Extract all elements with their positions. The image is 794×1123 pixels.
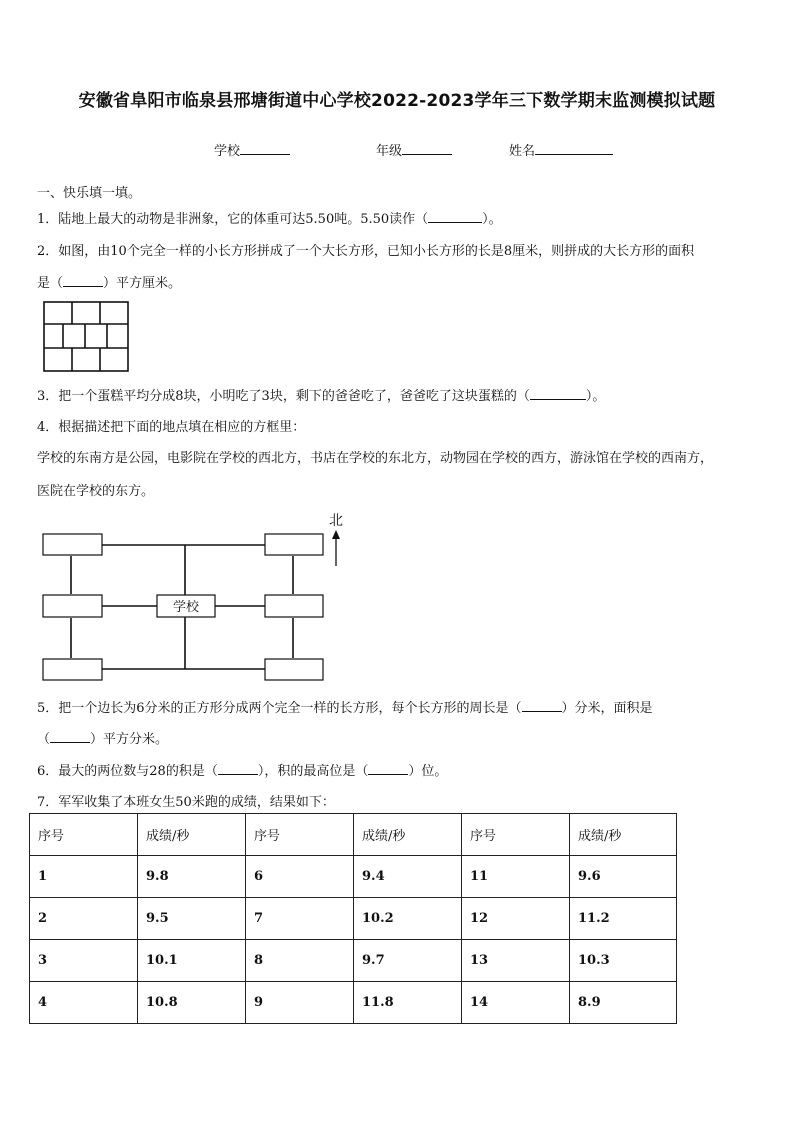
- table-cell: 9: [246, 982, 354, 1024]
- school-blank[interactable]: [240, 142, 290, 155]
- q1-text: 1．陆地上最大的动物是非洲象，它的体重可达5.50吨。5.50读作（: [37, 212, 429, 227]
- table-cell: 9.7: [354, 940, 462, 982]
- school-field[interactable]: [214, 140, 290, 159]
- page-title: 安徽省阜阳市临泉县邢塘街道中心学校2022-2023学年三下数学期末监测模拟试题: [78, 91, 716, 111]
- table-cell: 13: [462, 940, 570, 982]
- table-row: [30, 856, 677, 898]
- q5-text: 5．把一个边长为6分米的正方形分成两个完全一样的长方形，每个长方形的周长是（: [37, 701, 522, 716]
- brick-figure: [43, 301, 129, 372]
- table-cell: 12: [462, 898, 570, 940]
- table-header-cell: 序号: [462, 814, 570, 856]
- grade-blank[interactable]: [402, 142, 452, 155]
- name-field[interactable]: [509, 140, 613, 159]
- question-4-heading: 4．根据描述把下面的地点填在相应的方框里：: [37, 420, 306, 435]
- q6-text-c: ）位。: [408, 764, 448, 779]
- table-cell: 11.2: [570, 898, 677, 940]
- table-cell: 9.6: [570, 856, 677, 898]
- question-6: [37, 760, 447, 779]
- q5-perimeter-blank[interactable]: [522, 699, 562, 712]
- map-box-west[interactable]: [43, 595, 102, 617]
- table-cell: 1: [30, 856, 138, 898]
- table-header-cell: 序号: [30, 814, 138, 856]
- q5-text-mid: ）分米，面积是: [561, 701, 653, 716]
- q2-text-end: ）平方厘米。: [103, 276, 182, 291]
- table-cell: 10.1: [138, 940, 246, 982]
- table-cell: 6: [246, 856, 354, 898]
- name-blank[interactable]: [535, 142, 613, 155]
- question-5-line2: [37, 728, 168, 747]
- q6-text-b: ），积的最高位是（: [257, 764, 369, 779]
- q5-text-line2: （: [37, 732, 51, 747]
- grade-label: 年级: [376, 144, 403, 159]
- q3-text-end: ）。: [585, 389, 606, 404]
- q5-area-blank[interactable]: [50, 730, 90, 743]
- table-cell: 9.5: [138, 898, 246, 940]
- name-label: 姓名: [509, 144, 536, 159]
- q1-text-end: ）。: [482, 212, 502, 227]
- table-row: [30, 940, 677, 982]
- table-cell: 11.8: [354, 982, 462, 1024]
- table-cell: 10.2: [354, 898, 462, 940]
- question-3: [37, 385, 605, 404]
- q6-text-a: 6．最大的两位数与28的积是（: [37, 764, 218, 779]
- table-cell: 9.4: [354, 856, 462, 898]
- north-arrow-icon: [332, 530, 340, 566]
- table-row: [30, 898, 677, 940]
- table-header-cell: 序号: [246, 814, 354, 856]
- question-2-line2: [37, 272, 181, 291]
- map-north-label: 北: [329, 513, 343, 529]
- table-cell: 9.8: [138, 856, 246, 898]
- question-2-line1: 2．如图，由10个完全一样的小长方形拼成了一个大长方形，已知小长方形的长是8厘米，则拼成的大长方形的面积: [37, 244, 695, 259]
- map-box-southwest[interactable]: [43, 659, 102, 680]
- table-header-cell: 成绩/秒: [570, 814, 677, 856]
- question-1: [37, 208, 502, 227]
- map-box-northwest[interactable]: [43, 534, 102, 555]
- table-cell: 10.8: [138, 982, 246, 1024]
- table-cell: 7: [246, 898, 354, 940]
- grade-field[interactable]: [376, 140, 452, 159]
- q6-place-blank[interactable]: [368, 762, 408, 775]
- table-cell: 10.3: [570, 940, 677, 982]
- map-box-northeast[interactable]: [265, 534, 323, 555]
- question-4-desc-line2: 医院在学校的东方。: [37, 484, 155, 499]
- section-heading: 一、快乐填一填。: [37, 186, 142, 201]
- table-header-cell: 成绩/秒: [354, 814, 462, 856]
- question-7: 7．军军收集了本班女生50米跑的成绩，结果如下：: [37, 795, 335, 810]
- table-header-cell: 成绩/秒: [138, 814, 246, 856]
- map-box-southeast[interactable]: [265, 659, 323, 680]
- table-cell: 11: [462, 856, 570, 898]
- q5-text-end: ）平方分米。: [90, 732, 169, 747]
- scores-table: [29, 813, 677, 1024]
- map-school-label: 学校: [172, 600, 200, 615]
- q3-answer-blank[interactable]: [530, 387, 586, 400]
- q6-product-blank[interactable]: [218, 762, 258, 775]
- map-box-east[interactable]: [265, 595, 323, 617]
- table-row: [30, 982, 677, 1024]
- q2-answer-blank[interactable]: [63, 274, 103, 287]
- school-label: 学校: [214, 144, 241, 159]
- question-4-desc-line1: 学校的东南方是公园，电影院在学校的西北方，书店在学校的东北方，动物园在学校的西方，游泳馆在学校的西南方，: [37, 451, 714, 466]
- table-cell: 14: [462, 982, 570, 1024]
- table-cell: 8.9: [570, 982, 677, 1024]
- table-cell: 8: [246, 940, 354, 982]
- table-cell: 2: [30, 898, 138, 940]
- direction-map: [40, 508, 360, 684]
- question-5-line1: [37, 697, 653, 716]
- table-cell: 4: [30, 982, 138, 1024]
- q3-text: 3．把一个蛋糕平均分成8块，小明吃了3块，剩下的爸爸吃了，爸爸吃了这块蛋糕的（: [37, 389, 530, 404]
- q1-answer-blank[interactable]: [428, 210, 482, 223]
- table-cell: 3: [30, 940, 138, 982]
- q2-text: 是（: [37, 276, 64, 291]
- table-header-row: [30, 814, 677, 856]
